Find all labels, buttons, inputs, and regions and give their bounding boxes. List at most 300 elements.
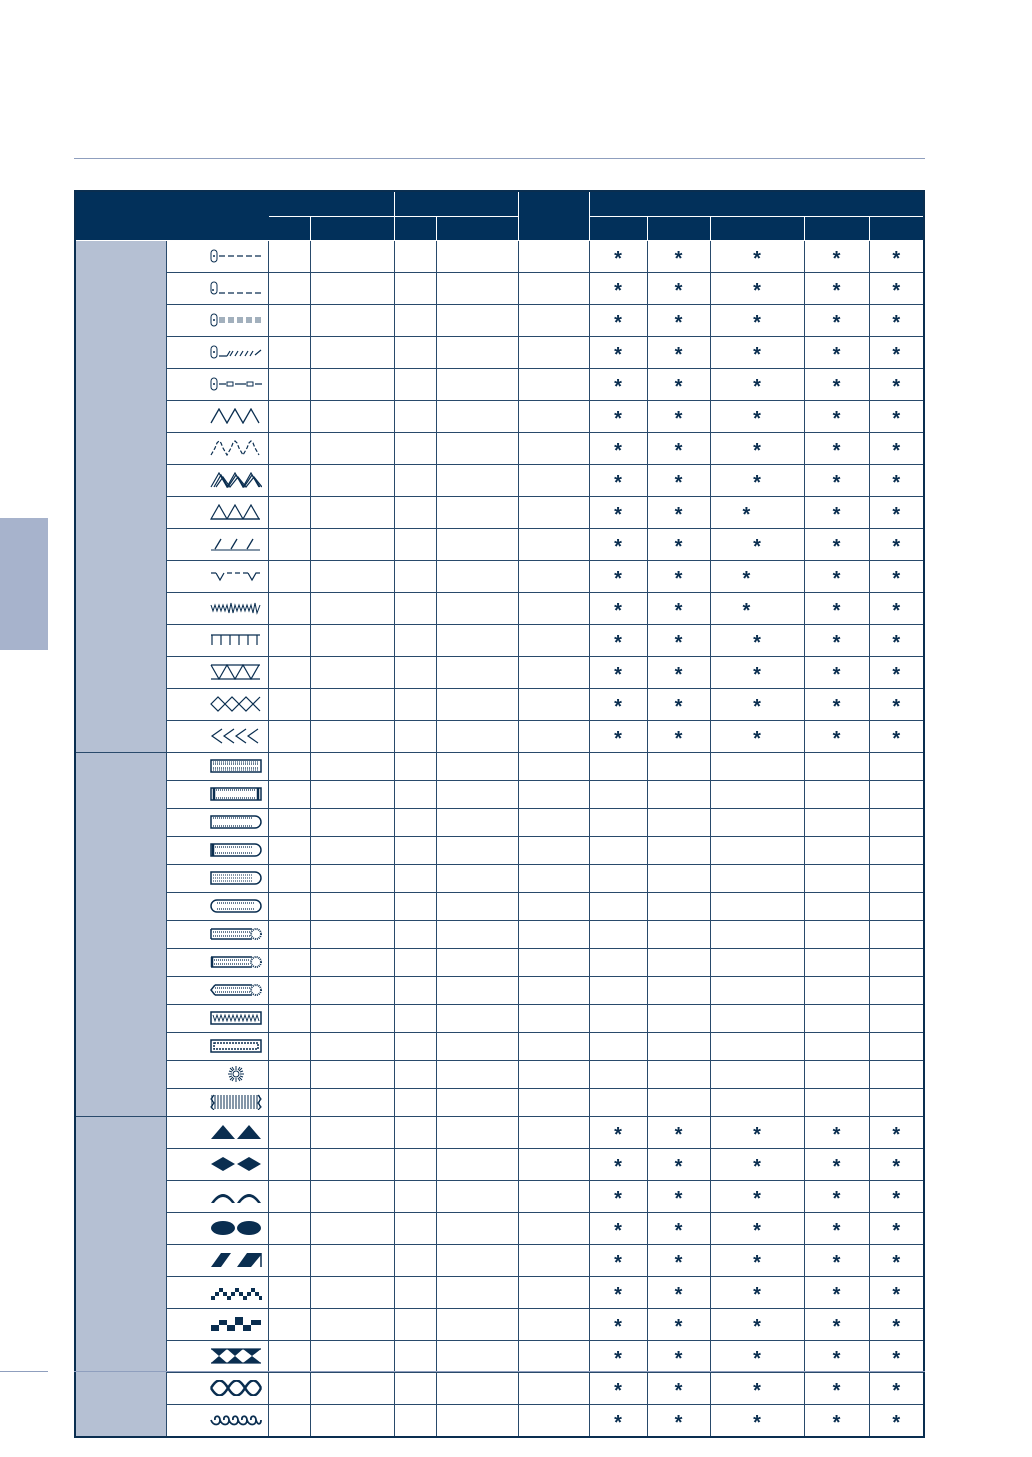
compat-mark: *: [710, 433, 804, 465]
stitch-icon-cell: [166, 753, 268, 781]
empty-cell: [268, 1277, 310, 1309]
table-row: [75, 949, 924, 977]
top-rule: [74, 158, 925, 159]
compat-mark: *: [804, 241, 869, 273]
empty-cell: [647, 1061, 710, 1089]
compat-mark: *: [804, 1245, 869, 1277]
empty-cell: [394, 401, 436, 433]
empty-cell: [518, 401, 589, 433]
stitch-icon-cell: [166, 593, 268, 625]
empty-cell: [436, 241, 518, 273]
empty-cell: [394, 837, 436, 865]
compat-mark: *: [647, 369, 710, 401]
empty-cell: [589, 1061, 647, 1089]
stitch-icon-cell: [166, 1089, 268, 1117]
empty-cell: [436, 593, 518, 625]
compat-mark: *: [804, 657, 869, 689]
empty-cell: [310, 1033, 394, 1061]
empty-cell: [436, 369, 518, 401]
compat-mark: *: [710, 465, 804, 497]
empty-cell: [394, 305, 436, 337]
ladder-stitch-icon: [210, 632, 262, 648]
empty-cell: [268, 977, 310, 1005]
empty-cell: [869, 865, 924, 893]
compat-mark: *: [804, 1213, 869, 1245]
compat-mark: *: [589, 369, 647, 401]
compat-mark: *: [647, 625, 710, 657]
straight-stitch-icon: [210, 248, 262, 264]
empty-cell: [394, 689, 436, 721]
triple-straight-stitch-icon: [210, 312, 262, 328]
empty-cell: [436, 1181, 518, 1213]
empty-cell: [869, 1033, 924, 1061]
empty-cell: [310, 401, 394, 433]
compat-mark: *: [710, 657, 804, 689]
three-step-zigzag-icon: [210, 440, 262, 456]
empty-cell: [647, 949, 710, 977]
empty-cell: [394, 369, 436, 401]
empty-cell: [869, 977, 924, 1005]
empty-cell: [518, 273, 589, 305]
stitch-icon-cell: [166, 689, 268, 721]
empty-cell: [310, 433, 394, 465]
empty-cell: [710, 949, 804, 977]
empty-cell: [518, 1341, 589, 1373]
compat-mark: *: [589, 241, 647, 273]
empty-cell: [310, 497, 394, 529]
compat-mark: *: [589, 1309, 647, 1341]
table-row: [75, 781, 924, 809]
buttonhole-round-end-icon: [210, 814, 262, 830]
compat-mark: *: [869, 593, 924, 625]
empty-cell: [394, 337, 436, 369]
empty-cell: [436, 497, 518, 529]
compat-mark: *: [710, 1181, 804, 1213]
compat-mark: *: [804, 273, 869, 305]
table-row: [75, 593, 924, 625]
compat-mark: *: [804, 337, 869, 369]
empty-cell: [268, 865, 310, 893]
compat-mark: *: [804, 433, 869, 465]
compat-mark: *: [589, 497, 647, 529]
empty-cell: [436, 977, 518, 1005]
compat-mark: *: [647, 657, 710, 689]
compat-mark: *: [804, 1309, 869, 1341]
empty-cell: [268, 1213, 310, 1245]
compat-mark: *: [647, 1149, 710, 1181]
empty-cell: [436, 433, 518, 465]
empty-cell: [268, 1405, 310, 1438]
stitch-icon-cell: [166, 401, 268, 433]
compat-mark: *: [589, 721, 647, 753]
compat-mark: *: [869, 561, 924, 593]
empty-cell: [518, 561, 589, 593]
hourglass-satin-icon: [210, 1348, 262, 1364]
empty-cell: [518, 529, 589, 561]
compat-mark: *: [589, 1405, 647, 1438]
empty-cell: [804, 781, 869, 809]
empty-cell: [268, 305, 310, 337]
compat-mark: *: [647, 241, 710, 273]
empty-cell: [710, 1061, 804, 1089]
compat-mark: *: [589, 1149, 647, 1181]
stitch-icon-cell: [166, 977, 268, 1005]
empty-cell: [647, 781, 710, 809]
compat-mark: *: [869, 401, 924, 433]
empty-cell: [310, 1245, 394, 1277]
empty-cell: [436, 921, 518, 949]
step-pyramid-icon: [210, 1284, 262, 1300]
empty-cell: [589, 1005, 647, 1033]
empty-cell: [647, 893, 710, 921]
empty-cell: [268, 689, 310, 721]
compat-mark: *: [710, 1405, 804, 1438]
group-label-cell-2: [75, 753, 166, 1117]
empty-cell: [268, 1117, 310, 1149]
empty-cell: [310, 1405, 394, 1438]
stitch-icon-cell: [166, 241, 268, 273]
empty-cell: [268, 753, 310, 781]
empty-cell: [518, 1089, 589, 1117]
table-row: [75, 1089, 924, 1117]
stitch-icon-cell: [166, 625, 268, 657]
header-sub-4: [436, 217, 518, 241]
empty-cell: [268, 337, 310, 369]
triple-zigzag-icon: [210, 472, 262, 488]
empty-cell: [268, 809, 310, 837]
empty-cell: [518, 1245, 589, 1277]
table-row: [75, 433, 924, 465]
empty-cell: [436, 657, 518, 689]
straight-stitch-left-icon: [210, 280, 262, 296]
empty-cell: [436, 1245, 518, 1277]
buttonhole-round-end-2-icon: [210, 842, 262, 858]
compat-mark: *: [869, 1181, 924, 1213]
table-row: [75, 921, 924, 949]
empty-cell: [268, 241, 310, 273]
stitch-icon-cell: [166, 1213, 268, 1245]
empty-cell: [436, 1033, 518, 1061]
empty-cell: [869, 837, 924, 865]
empty-cell: [310, 1181, 394, 1213]
empty-cell: [804, 1005, 869, 1033]
stitch-icon-cell: [166, 369, 268, 401]
empty-cell: [268, 1033, 310, 1061]
empty-cell: [268, 921, 310, 949]
stitch-icon-cell: [166, 1277, 268, 1309]
empty-cell: [394, 593, 436, 625]
stitch-icon-cell: [166, 721, 268, 753]
stitch-icon-cell: [166, 921, 268, 949]
table-row: [75, 1309, 924, 1341]
empty-cell: [310, 561, 394, 593]
table-row: [75, 1405, 924, 1438]
stitch-icon-cell: [166, 305, 268, 337]
empty-cell: [518, 809, 589, 837]
compat-mark: *: [710, 561, 804, 593]
compat-mark: *: [710, 401, 804, 433]
compat-mark: *: [869, 1309, 924, 1341]
compat-mark: *: [804, 305, 869, 337]
header-sub-5: [589, 217, 647, 241]
compat-mark: *: [804, 561, 869, 593]
compat-mark: *: [589, 305, 647, 337]
compat-mark: *: [710, 305, 804, 337]
compat-mark: *: [804, 1277, 869, 1309]
table-body: [75, 241, 924, 1438]
compat-mark: *: [869, 465, 924, 497]
compat-mark: *: [647, 593, 710, 625]
empty-cell: [518, 753, 589, 781]
compat-mark: *: [647, 337, 710, 369]
compat-mark: *: [647, 1181, 710, 1213]
stitch-icon-cell: [166, 273, 268, 305]
empty-cell: [589, 949, 647, 977]
header-sub-6: [647, 217, 710, 241]
empty-cell: [310, 1117, 394, 1149]
empty-cell: [710, 1089, 804, 1117]
empty-cell: [436, 781, 518, 809]
empty-cell: [804, 1061, 869, 1089]
buttonhole-zigzag-icon: [210, 1010, 262, 1026]
empty-cell: [436, 837, 518, 865]
empty-cell: [518, 721, 589, 753]
empty-cell: [436, 1117, 518, 1149]
empty-cell: [518, 241, 589, 273]
table-row: [75, 865, 924, 893]
scroll-satin-icon: [210, 1412, 262, 1428]
empty-cell: [869, 809, 924, 837]
empty-cell: [518, 1117, 589, 1149]
empty-cell: [268, 1373, 310, 1405]
empty-cell: [436, 1213, 518, 1245]
empty-cell: [394, 721, 436, 753]
empty-cell: [394, 561, 436, 593]
compat-mark: *: [589, 273, 647, 305]
empty-cell: [310, 689, 394, 721]
stitch-icon-cell: [166, 433, 268, 465]
compat-mark: *: [647, 1405, 710, 1438]
empty-cell: [394, 1005, 436, 1033]
stitch-icon-cell: [166, 337, 268, 369]
empty-cell: [268, 949, 310, 977]
cross-stitch-icon: [210, 696, 262, 712]
empty-cell: [310, 369, 394, 401]
stitch-icon-cell: [166, 497, 268, 529]
empty-cell: [268, 837, 310, 865]
empty-cell: [710, 1033, 804, 1061]
table-row: [75, 465, 924, 497]
empty-cell: [869, 1089, 924, 1117]
compat-mark: *: [710, 689, 804, 721]
empty-cell: [436, 1005, 518, 1033]
empty-cell: [310, 305, 394, 337]
overlock-triangle-icon: [210, 504, 262, 520]
compat-mark: *: [869, 369, 924, 401]
empty-cell: [804, 921, 869, 949]
compat-mark: *: [710, 273, 804, 305]
empty-cell: [268, 1245, 310, 1277]
empty-cell: [310, 529, 394, 561]
compat-mark: *: [804, 593, 869, 625]
eyelet-icon: [210, 1066, 262, 1082]
table-row: [75, 625, 924, 657]
empty-cell: [394, 1309, 436, 1341]
empty-cell: [394, 1033, 436, 1061]
compat-mark: *: [804, 1149, 869, 1181]
empty-cell: [394, 657, 436, 689]
compat-mark: *: [804, 1341, 869, 1373]
empty-cell: [310, 809, 394, 837]
stitch-icon-cell: [166, 465, 268, 497]
empty-cell: [268, 1089, 310, 1117]
overcast-triangle-icon: [210, 664, 262, 680]
empty-cell: [394, 1213, 436, 1245]
empty-cell: [310, 977, 394, 1005]
buttonhole-reinforced-icon: [210, 786, 262, 802]
table-row: [75, 1341, 924, 1373]
empty-cell: [394, 1277, 436, 1309]
table-row: [75, 561, 924, 593]
empty-cell: [589, 865, 647, 893]
compat-mark: *: [589, 1245, 647, 1277]
compat-mark: *: [710, 337, 804, 369]
compat-mark: *: [647, 1245, 710, 1277]
empty-cell: [589, 781, 647, 809]
compat-mark: *: [589, 433, 647, 465]
stem-stitch-icon: [210, 344, 262, 360]
empty-cell: [310, 657, 394, 689]
compat-mark: *: [647, 497, 710, 529]
empty-cell: [394, 1341, 436, 1373]
empty-cell: [869, 781, 924, 809]
wave-satin-icon: [210, 1380, 262, 1396]
empty-cell: [518, 1181, 589, 1213]
empty-cell: [394, 433, 436, 465]
empty-cell: [436, 721, 518, 753]
buttonhole-keyhole-icon: [210, 926, 262, 942]
compat-mark: *: [804, 497, 869, 529]
empty-cell: [268, 561, 310, 593]
group-label-cell-3: [75, 1117, 166, 1438]
empty-cell: [310, 1089, 394, 1117]
compat-mark: *: [869, 305, 924, 337]
empty-cell: [436, 1149, 518, 1181]
buttonhole-heirloom-icon: [210, 1038, 262, 1054]
empty-cell: [804, 809, 869, 837]
empty-cell: [310, 273, 394, 305]
table-row: [75, 753, 924, 781]
empty-cell: [518, 657, 589, 689]
empty-cell: [310, 893, 394, 921]
empty-cell: [394, 465, 436, 497]
stitch-icon-cell: [166, 837, 268, 865]
empty-cell: [394, 1245, 436, 1277]
empty-cell: [647, 921, 710, 949]
table-row: [75, 401, 924, 433]
empty-cell: [804, 837, 869, 865]
empty-cell: [804, 893, 869, 921]
empty-cell: [710, 837, 804, 865]
empty-cell: [436, 753, 518, 781]
empty-cell: [518, 1277, 589, 1309]
empty-cell: [647, 837, 710, 865]
compat-mark: *: [647, 305, 710, 337]
stitch-icon-cell: [166, 893, 268, 921]
compat-mark: *: [589, 657, 647, 689]
empty-cell: [436, 561, 518, 593]
empty-cell: [310, 465, 394, 497]
compat-mark: *: [589, 337, 647, 369]
buttonhole-keyhole-2-icon: [210, 954, 262, 970]
compat-mark: *: [804, 1373, 869, 1405]
empty-cell: [310, 625, 394, 657]
empty-cell: [394, 529, 436, 561]
empty-cell: [394, 753, 436, 781]
empty-cell: [310, 753, 394, 781]
empty-cell: [710, 865, 804, 893]
empty-cell: [589, 921, 647, 949]
buttonhole-round-end-3-icon: [210, 870, 262, 886]
buttonhole-double-round-icon: [210, 898, 262, 914]
table-row: [75, 1181, 924, 1213]
empty-cell: [589, 1089, 647, 1117]
elastic-zigzag-icon: [210, 600, 262, 616]
empty-cell: [394, 1089, 436, 1117]
compat-mark: *: [869, 1277, 924, 1309]
compat-mark: *: [647, 721, 710, 753]
empty-cell: [710, 921, 804, 949]
header-sub-9: [869, 217, 924, 241]
stitch-icon-cell: [166, 1341, 268, 1373]
header-corner-cell: [75, 191, 268, 241]
table-row: [75, 893, 924, 921]
basting-stitch-icon: [210, 376, 262, 392]
empty-cell: [518, 1033, 589, 1061]
header-group-1: [268, 191, 394, 217]
compat-mark: *: [647, 465, 710, 497]
empty-cell: [518, 1213, 589, 1245]
empty-cell: [310, 949, 394, 977]
empty-cell: [310, 1005, 394, 1033]
table-row: [75, 1005, 924, 1033]
group-label-cell-1: [75, 241, 166, 753]
empty-cell: [436, 529, 518, 561]
empty-cell: [394, 977, 436, 1005]
empty-cell: [394, 1117, 436, 1149]
stitch-icon-cell: [166, 1061, 268, 1089]
empty-cell: [869, 1005, 924, 1033]
bottom-rule-left: [0, 1371, 48, 1372]
empty-cell: [310, 1277, 394, 1309]
stitch-icon-cell: [166, 865, 268, 893]
compat-mark: *: [804, 369, 869, 401]
empty-cell: [436, 1089, 518, 1117]
table-row: [75, 977, 924, 1005]
empty-cell: [804, 949, 869, 977]
empty-cell: [436, 1405, 518, 1438]
compat-mark: *: [804, 1405, 869, 1438]
compat-mark: *: [710, 1149, 804, 1181]
compat-mark: *: [869, 1213, 924, 1245]
compat-mark: *: [589, 1277, 647, 1309]
compat-mark: *: [589, 1373, 647, 1405]
empty-cell: [518, 1309, 589, 1341]
compat-mark: *: [710, 497, 804, 529]
empty-cell: [268, 1005, 310, 1033]
empty-cell: [518, 1373, 589, 1405]
empty-cell: [268, 433, 310, 465]
